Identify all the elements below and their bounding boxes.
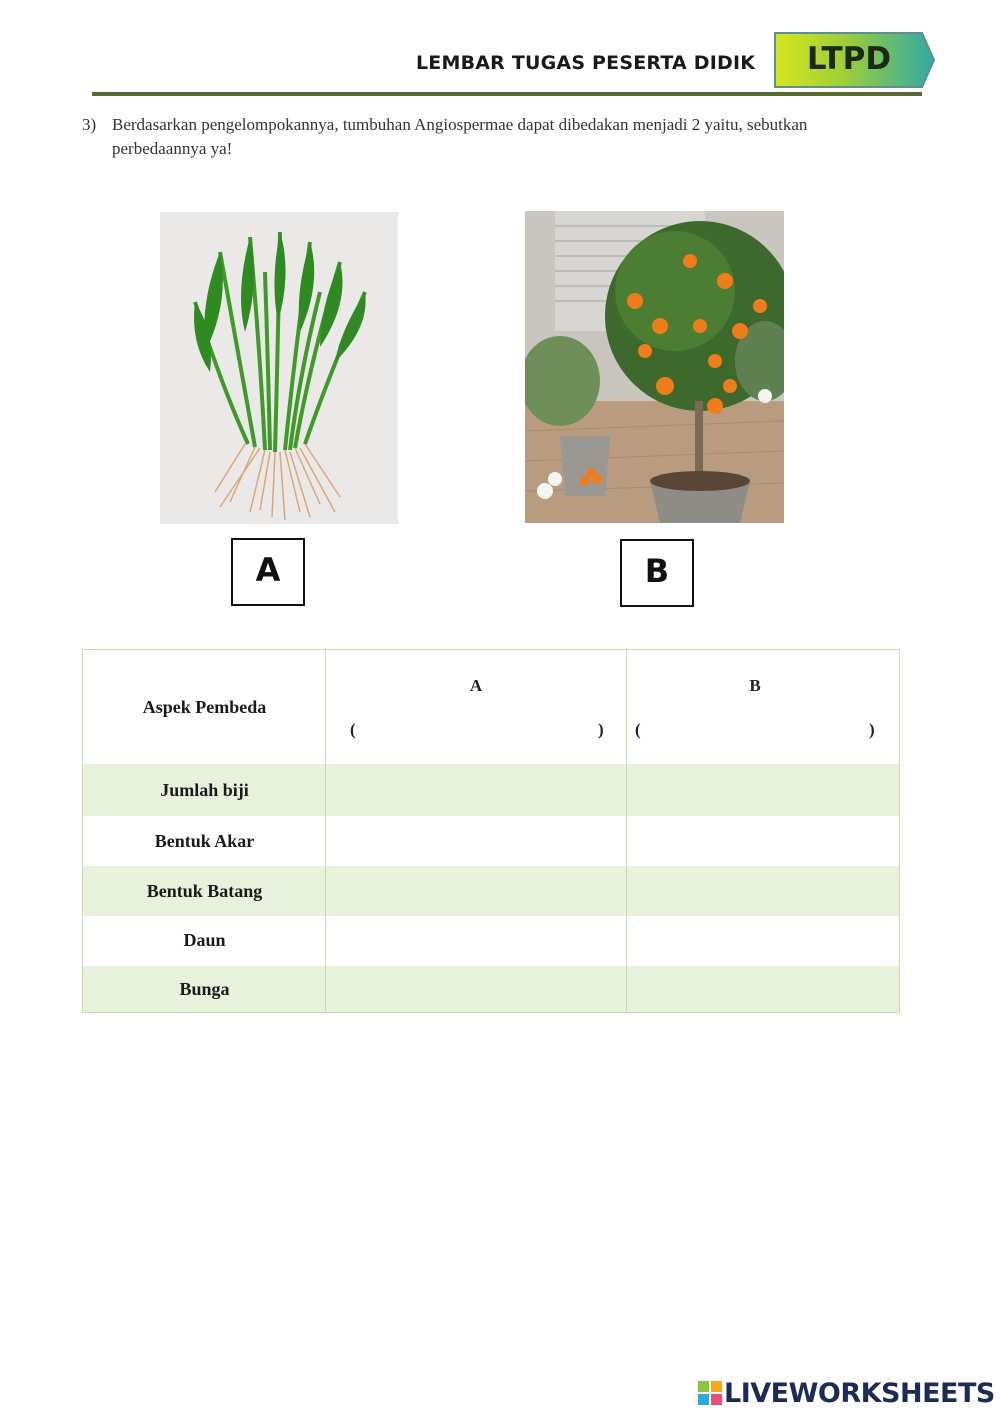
column-a-header: A	[469, 676, 483, 695]
logo-tiles-icon	[698, 1381, 722, 1412]
answer-cell-b[interactable]	[627, 866, 899, 916]
header-divider	[92, 92, 922, 96]
table-row	[83, 916, 899, 966]
water-spinach-photo	[160, 212, 398, 524]
answer-cell-a[interactable]	[326, 966, 627, 1012]
aspect-header-cell	[83, 650, 326, 764]
row-label-daun: Daun	[183, 930, 226, 950]
answer-cell-a[interactable]	[326, 916, 627, 966]
table-row	[83, 866, 899, 916]
answer-cell-b[interactable]	[627, 816, 899, 866]
question-number: 3)	[82, 115, 97, 134]
table-row	[83, 816, 899, 866]
column-a-close-paren: )	[598, 720, 604, 739]
aspect-header: Aspek Pembeda	[142, 697, 267, 717]
column-a-open-paren: (	[350, 720, 356, 739]
answer-cell-a[interactable]	[326, 866, 627, 916]
column-a-header-cell	[326, 650, 627, 764]
liveworksheets-logo	[698, 1378, 995, 1408]
table-header-row	[83, 650, 899, 764]
comparison-table	[82, 649, 900, 1013]
orange-tree-photo	[525, 211, 784, 523]
row-label-bentuk-batang: Bentuk Batang	[146, 881, 263, 901]
column-b-close-paren: )	[869, 720, 875, 739]
row-label-jumlah-biji: Jumlah biji	[160, 780, 249, 800]
answer-cell-b[interactable]	[627, 764, 899, 816]
row-label-bentuk-akar: Bentuk Akar	[154, 831, 255, 851]
answer-cell-a[interactable]	[326, 764, 627, 816]
image-label-a: A	[231, 538, 305, 606]
answer-cell-a[interactable]	[326, 816, 627, 866]
ltpd-badge	[774, 32, 936, 88]
answer-cell-b[interactable]	[627, 966, 899, 1012]
column-b-header-cell	[627, 650, 899, 764]
image-label-b: B	[620, 539, 694, 607]
table-row	[83, 966, 899, 1012]
answer-cell-b[interactable]	[627, 916, 899, 966]
ltpd-badge-text: LTPD	[806, 41, 892, 77]
worksheet-title: LEMBAR TUGAS PESERTA DIDIK	[416, 52, 756, 74]
row-label-bunga: Bunga	[179, 979, 230, 999]
column-b-open-paren: (	[635, 720, 641, 739]
table-row	[83, 764, 899, 816]
logo-text: LIVEWORKSHEETS	[724, 1378, 995, 1409]
column-b-header: B	[749, 676, 761, 695]
question-text: Berdasarkan pengelompokannya, tumbuhan Angiospermae dapat dibedakan menjadi 2 yaitu, sebutkan perbedaannya ya!	[112, 115, 808, 158]
